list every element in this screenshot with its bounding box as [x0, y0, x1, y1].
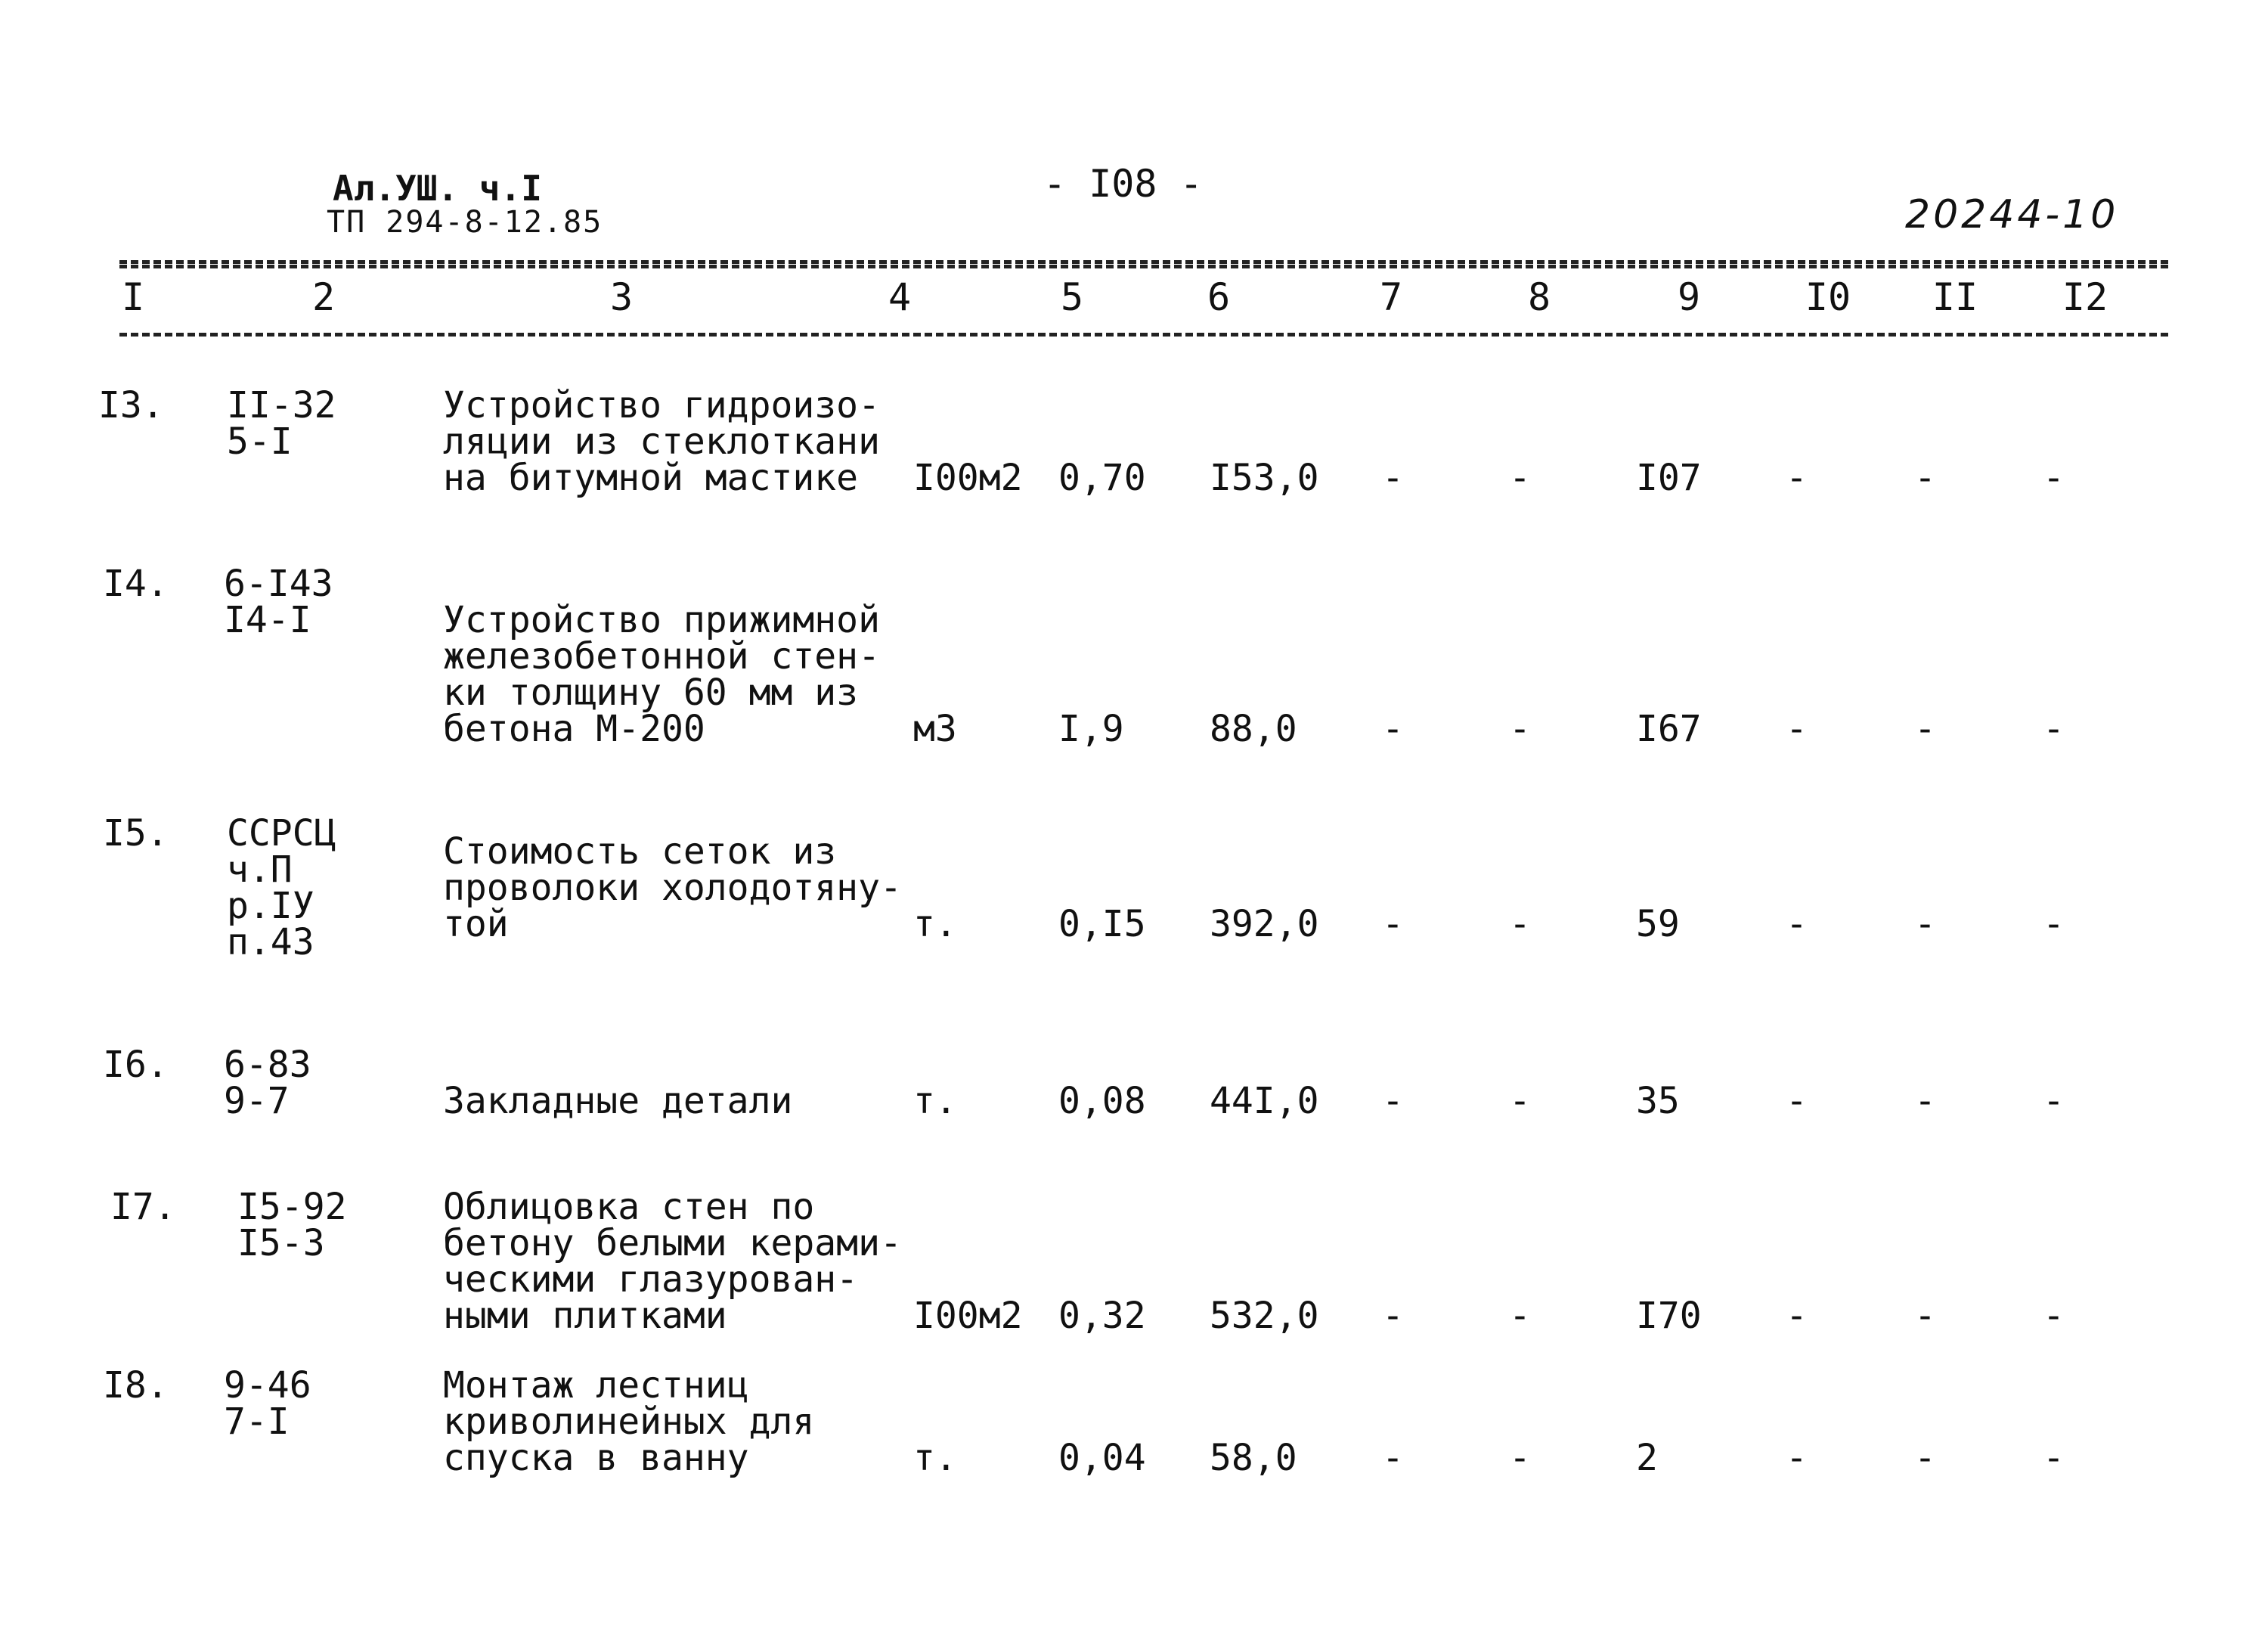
quantity: 0,04	[1058, 1437, 1146, 1479]
cell-col7: -	[1382, 1295, 1404, 1337]
cell-col8: -	[1509, 1295, 1531, 1337]
norm-code: п.43	[227, 921, 314, 963]
unit-price: I53,0	[1210, 457, 1319, 499]
cell-col12: -	[2043, 1437, 2065, 1479]
cell-col11: -	[1914, 1437, 1936, 1479]
cell-col12: -	[2043, 903, 2065, 945]
work-description: Облицовка стен по	[443, 1186, 815, 1228]
cell-col11: -	[1914, 1080, 1936, 1122]
page-number: - I08 -	[1043, 162, 1203, 206]
unit: т.	[913, 903, 957, 945]
total-cost: 2	[1636, 1437, 1658, 1479]
cell-col8: -	[1509, 903, 1531, 945]
work-description: на битумной мастике	[443, 457, 859, 499]
total-cost: I67	[1636, 708, 1702, 750]
cell-col11: -	[1914, 708, 1936, 750]
work-description: Стоимость сеток из	[443, 830, 837, 873]
unit: т.	[913, 1437, 957, 1479]
column-header: 8	[1527, 275, 1551, 319]
cell-col11: -	[1914, 457, 1936, 499]
cell-col10: -	[1786, 1295, 1808, 1337]
work-description: той	[443, 903, 509, 945]
column-header: 9	[1677, 275, 1701, 319]
cell-col7: -	[1382, 1437, 1404, 1479]
quantity: 0,70	[1058, 457, 1146, 499]
norm-code: 6-I43	[224, 563, 333, 605]
cell-col10: -	[1786, 457, 1808, 499]
unit: м3	[913, 708, 957, 750]
work-description: ляции из стеклоткани	[443, 420, 880, 463]
norm-code: II-32	[227, 384, 336, 427]
total-cost: 35	[1636, 1080, 1680, 1122]
quantity: 0,I5	[1058, 903, 1146, 945]
work-description: Монтаж лестниц	[443, 1364, 749, 1407]
unit-price: 88,0	[1210, 708, 1297, 750]
norm-code: 9-46	[224, 1364, 311, 1407]
column-header: I2	[2062, 275, 2108, 319]
column-header: 3	[609, 275, 634, 319]
column-header: II	[1932, 275, 1978, 319]
cell-col10: -	[1786, 708, 1808, 750]
row-number: I3.	[98, 384, 164, 427]
norm-code: ССРСЦ	[227, 812, 336, 855]
work-description: бетону белыми керами-	[443, 1222, 902, 1264]
total-cost: I70	[1636, 1295, 1702, 1337]
norm-code: р.IУ	[227, 885, 314, 927]
work-description: спуска в ванну	[443, 1437, 749, 1479]
cell-col12: -	[2043, 708, 2065, 750]
row-number: I4.	[103, 563, 169, 605]
work-description: ными плитками	[443, 1295, 727, 1337]
column-header: 6	[1207, 275, 1231, 319]
unit-price: 392,0	[1210, 903, 1319, 945]
row-number: I5.	[103, 812, 169, 855]
cell-col10: -	[1786, 1437, 1808, 1479]
header-bottom-rule	[119, 333, 2168, 337]
work-description: проволоки холодотяну-	[443, 867, 902, 909]
row-number: I7.	[110, 1186, 176, 1228]
handwritten-number: 20244-10	[1905, 192, 2119, 237]
work-description: криволинейных для	[443, 1401, 815, 1443]
cell-col12: -	[2043, 457, 2065, 499]
unit: I00м2	[913, 1295, 1023, 1337]
work-description: Устройство гидроизо-	[443, 384, 880, 427]
work-description: Устройство прижимной	[443, 599, 880, 641]
total-cost: I07	[1636, 457, 1702, 499]
row-number: I8.	[103, 1364, 169, 1407]
column-header: 4	[888, 275, 912, 319]
quantity: I,9	[1058, 708, 1124, 750]
work-description: бетона М-200	[443, 708, 705, 750]
cell-col8: -	[1509, 1080, 1531, 1122]
column-header: 5	[1060, 275, 1084, 319]
unit-price: 44I,0	[1210, 1080, 1319, 1122]
cell-col8: -	[1509, 1437, 1531, 1479]
unit-price: 58,0	[1210, 1437, 1297, 1479]
quantity: 0,08	[1058, 1080, 1146, 1122]
norm-code: ч.П	[227, 848, 293, 891]
cell-col7: -	[1382, 903, 1404, 945]
norm-code: 5-I	[227, 420, 293, 463]
work-description: ческими глазурован-	[443, 1258, 859, 1301]
column-header: 2	[311, 275, 336, 319]
work-description: Закладные детали	[443, 1080, 793, 1122]
column-header: I	[121, 275, 145, 319]
cell-col7: -	[1382, 457, 1404, 499]
column-header: I0	[1805, 275, 1851, 319]
album-reference: Ал.УШ. ч.I	[333, 168, 542, 209]
cell-col8: -	[1509, 708, 1531, 750]
cell-col10: -	[1786, 1080, 1808, 1122]
norm-code: I5-92	[237, 1186, 347, 1228]
project-code: ТП 294-8-12.85	[327, 205, 603, 240]
cell-col12: -	[2043, 1080, 2065, 1122]
norm-code: 9-7	[224, 1080, 290, 1122]
header-top-rule-2	[119, 265, 2168, 268]
column-header: 7	[1379, 275, 1403, 319]
unit: I00м2	[913, 457, 1023, 499]
total-cost: 59	[1636, 903, 1680, 945]
cell-col10: -	[1786, 903, 1808, 945]
work-description: железобетонной стен-	[443, 635, 880, 678]
norm-code: I5-3	[237, 1222, 325, 1264]
work-description: ки толщину 60 мм из	[443, 672, 859, 714]
norm-code: I4-I	[224, 599, 311, 641]
cell-col8: -	[1509, 457, 1531, 499]
norm-code: 6-83	[224, 1044, 311, 1086]
cell-col11: -	[1914, 1295, 1936, 1337]
cell-col12: -	[2043, 1295, 2065, 1337]
header-top-rule	[119, 260, 2168, 264]
cell-col11: -	[1914, 903, 1936, 945]
unit: т.	[913, 1080, 957, 1122]
unit-price: 532,0	[1210, 1295, 1319, 1337]
cell-col7: -	[1382, 708, 1404, 750]
row-number: I6.	[103, 1044, 169, 1086]
quantity: 0,32	[1058, 1295, 1146, 1337]
cell-col7: -	[1382, 1080, 1404, 1122]
norm-code: 7-I	[224, 1401, 290, 1443]
